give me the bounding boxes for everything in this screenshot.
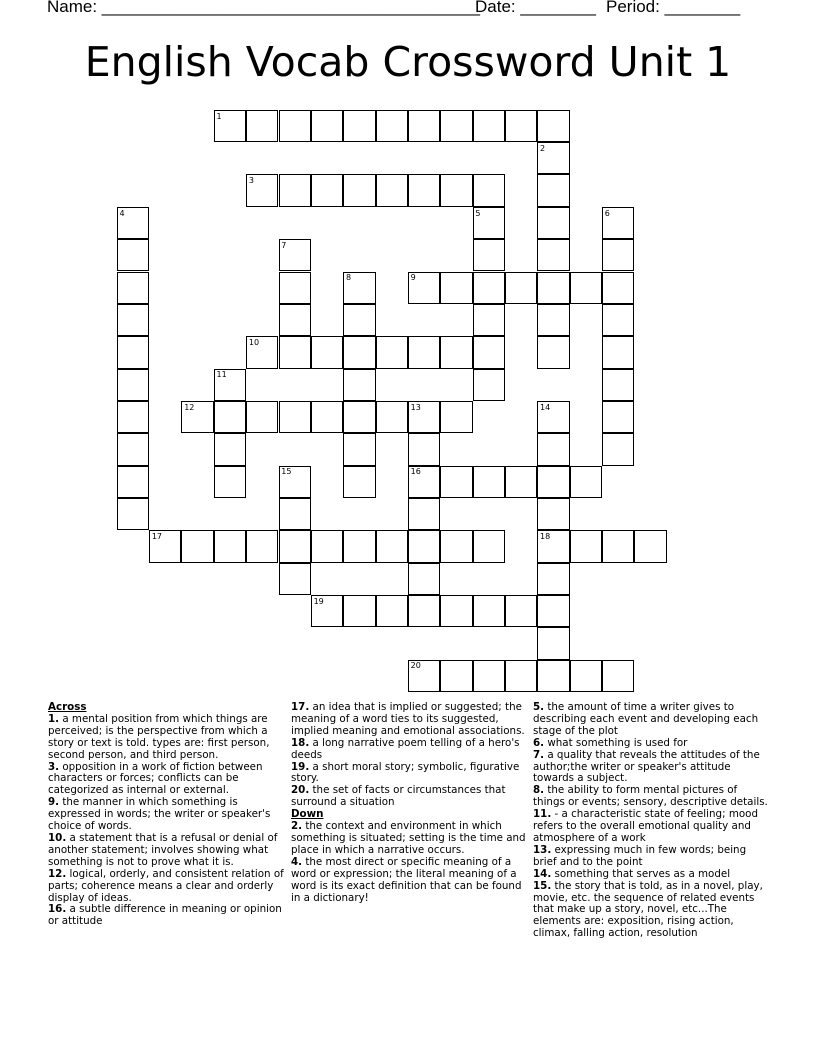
grid-cell[interactable]	[440, 174, 472, 206]
clue-number-label: 10	[248, 337, 260, 347]
grid-cell[interactable]	[279, 304, 311, 336]
grid-cell[interactable]	[440, 110, 472, 142]
clue-item	[48, 833, 284, 869]
grid-cell[interactable]	[117, 466, 149, 498]
clue-number: 12.	[48, 867, 67, 880]
grid-cell[interactable]	[343, 174, 375, 206]
grid-cell[interactable]	[343, 433, 375, 465]
clue-number: 13.	[533, 843, 552, 856]
clue-number: 16.	[48, 903, 67, 916]
grid-cell[interactable]	[376, 530, 408, 562]
grid-cell[interactable]	[279, 336, 311, 368]
grid-cell[interactable]	[117, 304, 149, 336]
grid-cell[interactable]	[473, 336, 505, 368]
grid-cell[interactable]	[473, 110, 505, 142]
clue-text: something that serves as a model	[551, 867, 731, 880]
across-clue-list-continued	[291, 702, 527, 809]
grid-cell[interactable]	[311, 174, 343, 206]
grid-cell[interactable]	[214, 466, 246, 498]
clue-number: 11.	[533, 808, 552, 821]
grid-cell[interactable]	[602, 401, 634, 433]
grid-cell[interactable]	[537, 563, 569, 595]
grid-cell[interactable]	[279, 174, 311, 206]
grid-cell[interactable]	[279, 498, 311, 530]
clue-number: 18.	[291, 736, 310, 749]
grid-cell[interactable]	[376, 110, 408, 142]
grid-cell[interactable]	[343, 369, 375, 401]
grid-cell[interactable]	[537, 207, 569, 239]
clue-text: a long narrative poem telling of a hero's deeds	[291, 736, 520, 761]
clue-text: the ability to form mental pictures of things or events; sensory, descriptive details.	[533, 784, 768, 809]
clue-item	[533, 750, 769, 786]
grid-cell[interactable]	[602, 272, 634, 304]
page-title: English Vocab Crossword Unit 1	[84, 38, 732, 86]
clue-text: - a characteristic state of feeling; mood refers to the overall emotional quality and atmosphere of a work	[533, 808, 759, 844]
grid-cell[interactable]	[376, 595, 408, 627]
name-field-label[interactable]: Name: ________________________________________	[47, 0, 480, 16]
grid-cell[interactable]	[602, 433, 634, 465]
grid-cell[interactable]	[537, 660, 569, 692]
clue-item	[291, 857, 527, 905]
clue-number-label: 20	[410, 661, 421, 671]
clue-text: what something is used for	[544, 736, 688, 749]
grid-cell[interactable]	[473, 272, 505, 304]
grid-cell[interactable]	[440, 272, 472, 304]
across-clue-list	[48, 714, 284, 928]
clue-number-label: 17	[151, 532, 163, 542]
clue-number-label: 7	[281, 240, 287, 250]
grid-cell[interactable]	[117, 272, 149, 304]
period-field-label[interactable]: Period: ________	[606, 0, 741, 16]
clue-number-label: 18	[540, 532, 551, 542]
grid-cell[interactable]	[343, 110, 375, 142]
grid-cell[interactable]	[505, 466, 537, 498]
grid-cell[interactable]	[602, 369, 634, 401]
grid-cell[interactable]	[343, 304, 375, 336]
down-clue-list	[291, 821, 527, 904]
grid-cell[interactable]	[246, 110, 278, 142]
grid-cell[interactable]	[602, 239, 634, 271]
clues-column-1	[48, 702, 284, 928]
clue-number-label: 12	[184, 402, 195, 412]
grid-cell[interactable]	[537, 110, 569, 142]
clue-item	[533, 702, 769, 738]
grid-cell[interactable]	[408, 174, 440, 206]
down-clue-list-continued	[533, 702, 769, 940]
grid-cell[interactable]	[537, 595, 569, 627]
clue-text: opposition in a work of fiction between characters or forces; conflicts can be categorized as internal or external.	[48, 760, 263, 797]
grid-cell[interactable]	[117, 401, 149, 433]
clue-item	[533, 785, 769, 809]
clue-number-label: 6	[604, 208, 610, 218]
grid-cell[interactable]	[117, 336, 149, 368]
grid-cell[interactable]	[181, 530, 213, 562]
clue-number-label: 3	[248, 176, 254, 186]
grid-cell[interactable]	[440, 660, 472, 692]
grid-cell[interactable]	[117, 433, 149, 465]
clue-text: a short moral story; symbolic, figurative story.	[291, 760, 520, 785]
clue-number-label: 13	[410, 402, 421, 412]
grid-cell[interactable]	[537, 272, 569, 304]
grid-cell[interactable]	[214, 401, 246, 433]
grid-cell[interactable]	[602, 530, 634, 562]
clue-item	[291, 762, 527, 786]
clue-item	[533, 809, 769, 845]
grid-cell[interactable]	[246, 530, 278, 562]
grid-cell[interactable]	[473, 660, 505, 692]
grid-cell[interactable]	[473, 174, 505, 206]
grid-cell[interactable]	[537, 498, 569, 530]
clue-number-label: 5	[475, 208, 481, 218]
grid-cell[interactable]	[311, 110, 343, 142]
grid-cell[interactable]	[343, 595, 375, 627]
grid-cell[interactable]	[214, 433, 246, 465]
clue-number: 14.	[533, 867, 552, 880]
grid-cell[interactable]	[473, 530, 505, 562]
grid-cell[interactable]	[537, 304, 569, 336]
grid-cell[interactable]	[602, 336, 634, 368]
clue-number: 5.	[533, 701, 545, 713]
grid-cell[interactable]	[537, 336, 569, 368]
clue-number: 6.	[533, 736, 545, 749]
grid-cell[interactable]	[408, 336, 440, 368]
clue-text: the manner in which something is expressed in words; the writer or speaker's choice of words.	[48, 796, 271, 833]
clue-text: expressing much in few words; being brief and to the point	[533, 843, 747, 868]
down-heading: Down	[291, 808, 324, 821]
grid-cell[interactable]	[505, 595, 537, 627]
grid-cell[interactable]	[570, 660, 602, 692]
grid-cell[interactable]	[602, 304, 634, 336]
grid-cell[interactable]	[246, 401, 278, 433]
grid-cell[interactable]	[537, 239, 569, 271]
clue-item	[533, 881, 769, 941]
clue-number-label: 2	[540, 143, 546, 153]
clue-item	[291, 702, 527, 738]
clues-column-3	[533, 702, 769, 940]
clue-number: 7.	[533, 748, 545, 761]
grid-cell[interactable]	[408, 433, 440, 465]
clue-text: the most direct or specific meaning of a word or expression; the literal meaning of a word is its exact definition that can be found in a dictionary!	[291, 855, 522, 904]
clue-number-label: 9	[410, 273, 416, 283]
clue-item	[48, 714, 284, 762]
grid-cell[interactable]	[473, 239, 505, 271]
across-heading: Across	[48, 701, 87, 713]
grid-cell[interactable]	[117, 498, 149, 530]
grid-cell[interactable]	[473, 304, 505, 336]
clue-item	[291, 738, 527, 762]
grid-cell[interactable]	[214, 530, 246, 562]
grid-cell[interactable]	[440, 336, 472, 368]
clue-text: a statement that is a refusal or denial of another statement; involves showing what something is not to prove what it is.	[48, 831, 278, 868]
clue-number: 3.	[48, 760, 60, 773]
grid-cell[interactable]	[570, 530, 602, 562]
grid-cell[interactable]	[117, 239, 149, 271]
grid-cell[interactable]	[440, 466, 472, 498]
clue-number-label: 4	[119, 208, 125, 218]
grid-cell[interactable]	[279, 401, 311, 433]
clues-column-2	[291, 702, 527, 904]
clue-item	[48, 797, 284, 833]
grid-cell[interactable]	[570, 466, 602, 498]
clue-number: 1.	[48, 712, 60, 725]
grid-cell[interactable]	[376, 401, 408, 433]
grid-cell[interactable]	[408, 563, 440, 595]
clue-number: 20.	[291, 784, 310, 797]
clue-number: 10.	[48, 831, 67, 844]
clue-number: 9.	[48, 796, 60, 809]
grid-cell[interactable]	[376, 174, 408, 206]
grid-cell[interactable]	[440, 595, 472, 627]
clue-number: 2.	[291, 820, 303, 833]
grid-cell[interactable]	[634, 530, 666, 562]
grid-cell[interactable]	[343, 336, 375, 368]
grid-cell[interactable]	[440, 530, 472, 562]
grid-cell[interactable]	[117, 369, 149, 401]
clue-number: 17.	[291, 701, 310, 713]
grid-cell[interactable]	[408, 498, 440, 530]
grid-cell[interactable]	[408, 110, 440, 142]
grid-cell[interactable]	[279, 530, 311, 562]
clue-item	[291, 821, 527, 857]
grid-cell[interactable]	[376, 336, 408, 368]
grid-cell[interactable]	[311, 530, 343, 562]
grid-cell[interactable]	[408, 595, 440, 627]
grid-cell[interactable]	[440, 401, 472, 433]
clue-item	[48, 904, 284, 928]
grid-cell[interactable]	[311, 401, 343, 433]
clue-number: 15.	[533, 879, 552, 892]
grid-cell[interactable]	[570, 272, 602, 304]
clue-number-label: 19	[313, 596, 324, 606]
clue-text: a quality that reveals the attitudes of the author;the writer or speaker's attitude towards a subject.	[533, 748, 760, 785]
clue-text: logical, orderly, and consistent relation of parts; coherence means a clear and orderly display of ideas.	[48, 867, 284, 904]
clue-text: the story that is told, as in a novel, play, movie, etc. the sequence of related events that make up a story, novel, etc...The elements are: exposition, rising action, climax, falling action, resolution	[533, 879, 763, 940]
grid-cell[interactable]	[505, 660, 537, 692]
clue-number-label: 11	[216, 370, 227, 380]
clue-text: the context and environment in which something is situated; setting is the time and place in which a narrative occurs.	[291, 820, 526, 856]
clue-item	[48, 762, 284, 798]
grid-cell[interactable]	[537, 433, 569, 465]
clue-number-label: 16	[410, 467, 421, 477]
grid-cell[interactable]	[311, 336, 343, 368]
grid-cell[interactable]	[537, 174, 569, 206]
clue-item	[48, 869, 284, 905]
grid-cell[interactable]	[602, 660, 634, 692]
grid-cell[interactable]	[408, 530, 440, 562]
date-field-label[interactable]: Date: ________	[475, 0, 596, 16]
clue-number: 8.	[533, 784, 545, 797]
grid-cell[interactable]	[473, 595, 505, 627]
grid-cell[interactable]	[505, 272, 537, 304]
grid-cell[interactable]	[473, 466, 505, 498]
clue-text: a subtle difference in meaning or opinion or attitude	[48, 903, 282, 928]
clue-text: an idea that is implied or suggested; the meaning of a word ties to its suggested, implied meaning and emotional associations.	[291, 701, 525, 737]
grid-cell[interactable]	[537, 466, 569, 498]
clue-number-label: 15	[281, 467, 292, 477]
clue-number: 4.	[291, 855, 303, 868]
clue-number: 19.	[291, 760, 310, 773]
clue-text: the amount of time a writer gives to describing each event and developing each stage of the plot	[533, 701, 759, 737]
grid-cell[interactable]	[343, 466, 375, 498]
grid-cell[interactable]	[537, 627, 569, 659]
clue-text: the set of facts or circumstances that surround a situation	[291, 784, 506, 809]
grid-cell[interactable]	[279, 272, 311, 304]
clue-item	[533, 845, 769, 869]
grid-cell[interactable]	[473, 369, 505, 401]
clue-number-label: 8	[345, 273, 352, 283]
grid-cell[interactable]	[343, 401, 375, 433]
clue-number-label: 1	[216, 111, 222, 121]
clue-number-label: 14	[540, 402, 551, 412]
clue-item	[291, 785, 527, 809]
clue-text: a mental position from which things are perceived; is the perspective from which a story or text is told. types are: first person, second person, and third person.	[48, 712, 270, 761]
grid-cell[interactable]	[505, 110, 537, 142]
grid-cell[interactable]	[279, 563, 311, 595]
grid-cell[interactable]	[279, 110, 311, 142]
grid-cell[interactable]	[343, 530, 375, 562]
